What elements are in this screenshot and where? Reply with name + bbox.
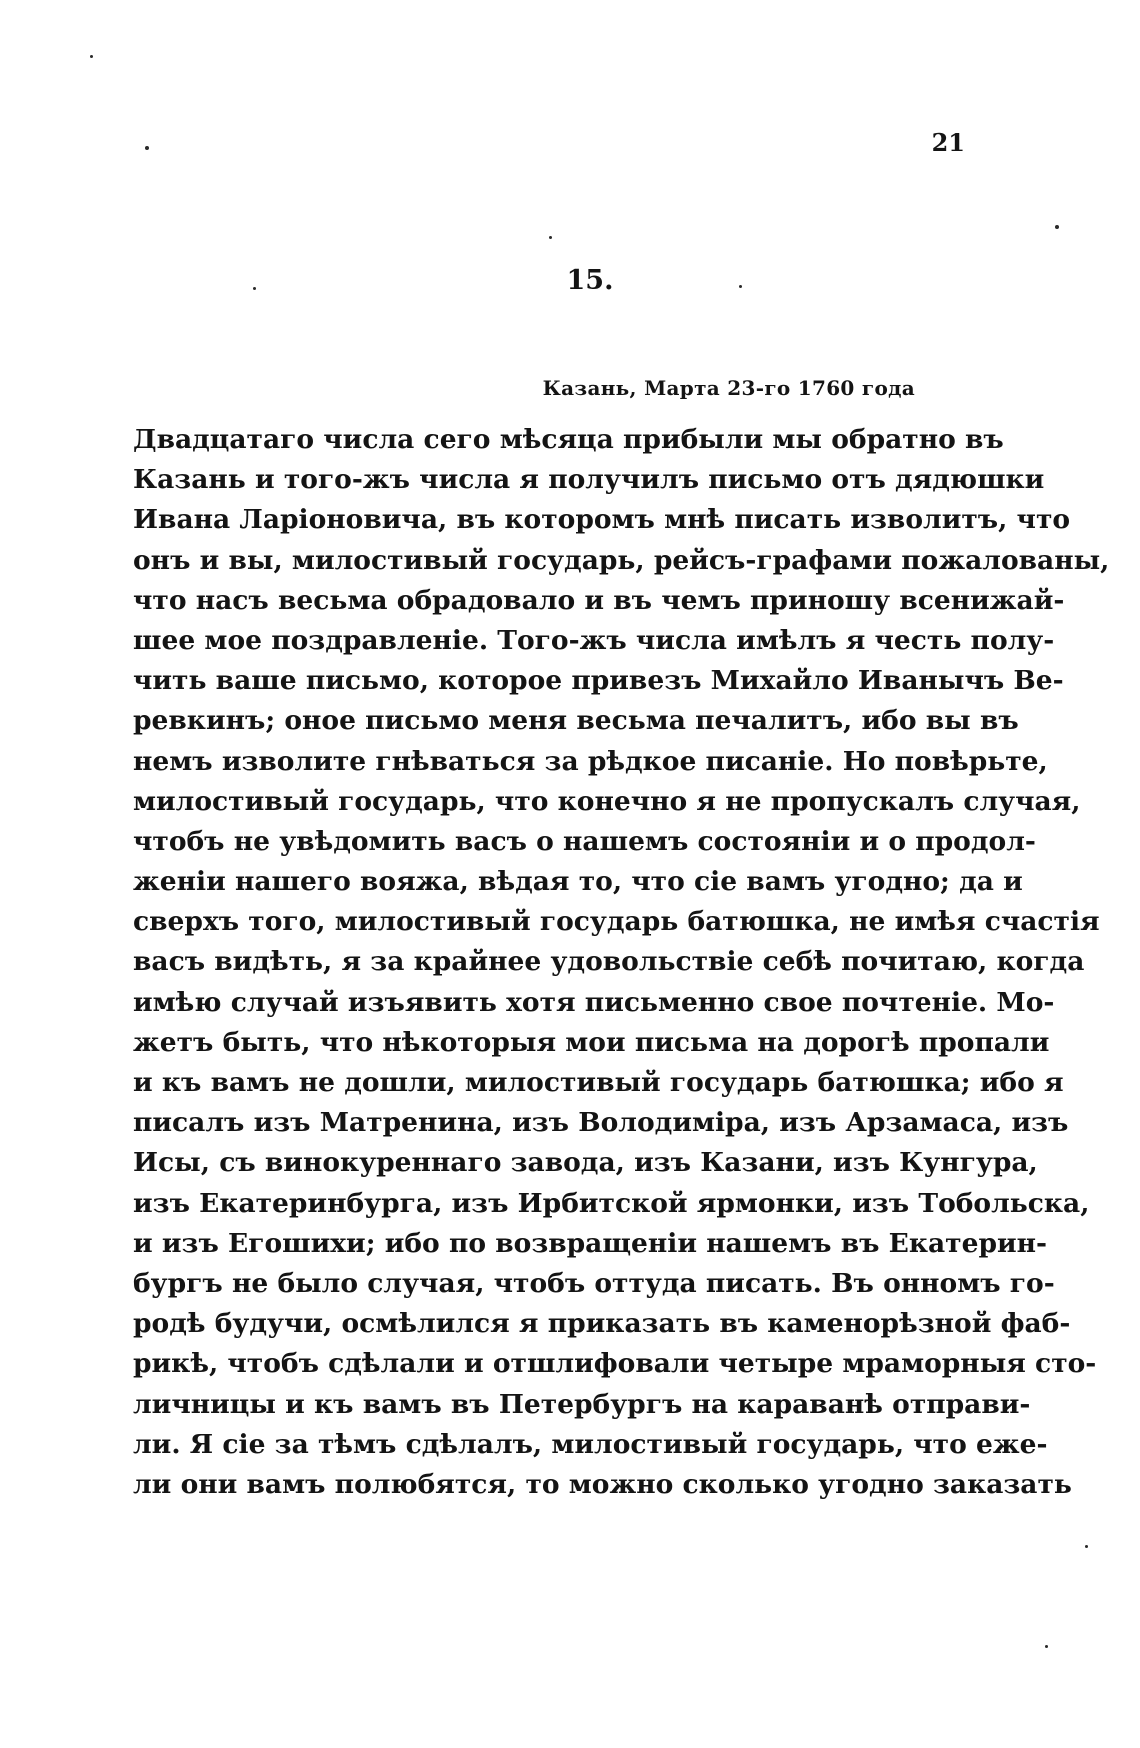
text-line: изъ Екатеринбурга, изъ Ирбитской ярмонки, изъ Тобольска, <box>133 1187 1090 1219</box>
text-line: имѣю случай изъявить хотя письменно свое почтеніе. Мо- <box>133 986 1055 1018</box>
scan-speck <box>145 146 149 150</box>
scan-speck <box>739 285 742 288</box>
text-line: ревкинъ; оное письмо меня весьма печалитъ, ибо вы въ <box>133 705 1019 737</box>
letter-number: 15. <box>566 265 614 296</box>
text-line: онъ и вы, милостивый государь, рейсъ-графами пожалованы, <box>133 544 1110 576</box>
text-line: Ивана Ларіоновича, въ которомъ мнѣ писать изволитъ, что <box>133 504 1071 536</box>
scan-speck <box>253 287 256 290</box>
text-line: Казань и того-жъ числа я получилъ письмо отъ дядюшки <box>133 464 1045 496</box>
text-line: шее мое поздравленіе. Того-жъ числа имѣлъ я честь полу- <box>133 624 1055 656</box>
text-line: родѣ будучи, осмѣлился я приказать въ каменорѣзной фаб- <box>133 1308 1071 1340</box>
text-line: и къ вамъ не дошли, милостивый государь батюшка; ибо я <box>133 1067 1064 1098</box>
text-line: писалъ изъ Матренина, изъ Володиміра, изъ Арзамаса, изъ <box>133 1107 1069 1139</box>
text-line: ли. Я сіе за тѣмъ сдѣлалъ, милостивый государь, что еже- <box>133 1428 1048 1460</box>
scan-speck <box>1055 225 1059 229</box>
scan-speck <box>90 55 93 58</box>
text-line: ли они вамъ полюбятся, то можно сколько угодно заказать <box>133 1468 1072 1500</box>
text-line: васъ видѣть, я за крайнее удовольствіе себѣ почитаю, когда <box>133 946 1085 978</box>
text-line: чить ваше письмо, которое привезъ Михайло Иванычъ Ве- <box>133 665 1064 697</box>
text-line: жетъ быть, что нѣкоторыя мои письма на дорогѣ пропали <box>133 1026 1050 1058</box>
letter-body <box>133 420 1110 1505</box>
text-line: и изъ Егошихи; ибо по возвращеніи нашемъ въ Екатерин- <box>133 1227 1048 1259</box>
text-line: личницы и къ вамъ въ Петербургъ на караванѣ отправи- <box>133 1388 1031 1420</box>
text-line: чтобъ не увѣдомить васъ о нашемъ состояніи и о продол- <box>133 825 1036 857</box>
text-line: женіи нашего вояжа, вѣдая то, что сіе вамъ угодно; да и <box>133 866 1023 898</box>
text-line: Исы, съ винокуреннаго завода, изъ Казани, изъ Кунгура, <box>133 1147 1038 1179</box>
dateline: Казань, Марта 23-го 1760 года <box>542 376 915 400</box>
text-line: рикѣ, чтобъ сдѣлали и отшлифовали четыре мраморныя сто- <box>133 1348 1097 1380</box>
text-line: немъ изволите гнѣваться за рѣдкое писаніе. Но повѣрьте, <box>133 745 1048 777</box>
scan-speck <box>549 236 552 239</box>
text-line: бургъ не было случая, чтобъ оттуда писать. Въ онномъ го- <box>133 1267 1055 1299</box>
scan-speck <box>1045 1645 1048 1648</box>
text-line: сверхъ того, милостивый государь батюшка, не имѣя счастія <box>133 906 1100 938</box>
text-line: что насъ весьма обрадовало и въ чемъ приношу всенижай- <box>133 584 1065 616</box>
scan-speck <box>1085 1545 1088 1548</box>
text-line: Двадцатаго числа сего мѣсяца прибыли мы обратно въ <box>133 424 1004 455</box>
page-number: 21 <box>931 128 965 157</box>
text-line: милостивый государь, что конечно я не пропускалъ случая, <box>133 785 1081 817</box>
